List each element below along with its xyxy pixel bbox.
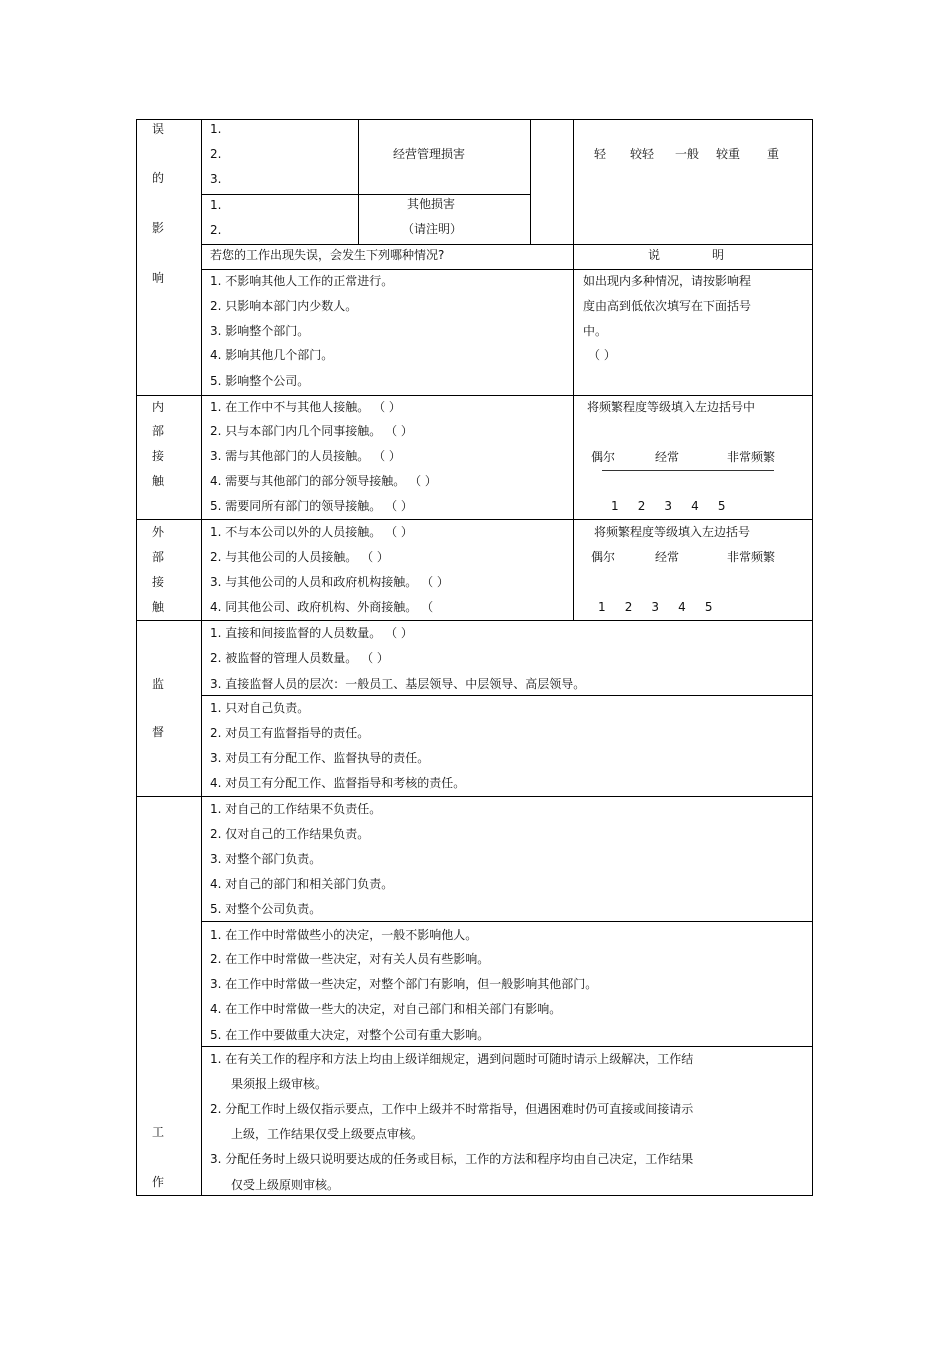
divider	[530, 119, 531, 245]
section-divider	[136, 519, 813, 520]
mgmt-damage-label: 经营管理损害	[393, 147, 466, 161]
contact-item: 3. 需与其他部门的人员接触。 （ ）	[210, 449, 401, 463]
responsibility-item: 3. 对员工有分配工作、监督执导的责任。	[210, 751, 430, 765]
explain-header: 说	[648, 248, 661, 262]
result-item: 2. 仅对自己的工作结果负责。	[210, 827, 370, 841]
contact-item: 4. 需要与其他部门的部分领导接触。 （ ）	[210, 474, 437, 488]
severity-level: 一般	[675, 147, 700, 161]
responsibility-item: 1. 只对自己负责。	[210, 701, 310, 715]
other-damage-label: 其他损害	[407, 197, 456, 211]
supervision-item: 1. 直接和间接监督的人员数量。 （ ）	[210, 626, 413, 640]
supervision-item: 2. 被监督的管理人员数量。 （ ）	[210, 651, 389, 665]
decision-item: 1. 在工作中时常做些小的决定，一般不影响他人。	[210, 928, 478, 942]
scale-mid: 经常	[655, 450, 680, 464]
autonomy-item: 1. 在有关工作的程序和方法上均由上级详细规定，遇到问题时可随时请示上级解决，工作结	[210, 1052, 694, 1066]
scale-numbers: 1 2 3 4 5	[598, 600, 713, 614]
side-label-char: 督	[152, 725, 165, 739]
question-text: 若您的工作出现失误，会发生下列哪种情况?	[210, 248, 445, 262]
section-divider	[136, 395, 813, 396]
divider	[573, 519, 574, 621]
side-label-char: 内	[152, 400, 165, 414]
scale-line	[602, 470, 774, 471]
decision-item: 2. 在工作中时常做一些决定，对有关人员有些影响。	[210, 952, 490, 966]
result-item: 4. 对自己的部门和相关部门负责。	[210, 877, 394, 891]
scale-high: 非常频繁	[727, 550, 776, 564]
border-top	[136, 119, 813, 120]
contact-item: 1. 不与本公司以外的人员接触。 （ ）	[210, 525, 413, 539]
side-label-char: 触	[152, 474, 165, 488]
severity-level: 重	[767, 147, 780, 161]
severity-level: 较重	[716, 147, 741, 161]
side-label-char: 部	[152, 424, 165, 438]
note-line: 度由高到低依次填写在下面括号	[583, 299, 752, 313]
responsibility-item: 2. 对员工有监督指导的责任。	[210, 726, 370, 740]
autonomy-item: 2. 分配工作时上级仅指示要点，工作中上级并不时常指导，但遇困难时仍可直接或间接请示	[210, 1102, 694, 1116]
result-item: 1. 对自己的工作结果不负责任。	[210, 802, 382, 816]
divider	[201, 244, 813, 245]
frequency-note: 将频繁程度等级填入左边括号	[594, 525, 751, 539]
divider	[201, 1046, 813, 1047]
side-label-char: 影	[152, 221, 165, 235]
contact-item: 2. 与其他公司的人员接触。 （ ）	[210, 550, 389, 564]
mgmt-item: 2.	[210, 147, 222, 161]
border-left	[136, 119, 137, 1196]
section-divider	[136, 620, 813, 621]
note-line: 中。	[583, 324, 608, 338]
contact-item: 5. 需要同所有部门的领导接触。 （ ）	[210, 499, 413, 513]
decision-item: 5. 在工作中要做重大决定，对整个公司有重大影响。	[210, 1028, 490, 1042]
option-item: 1. 不影响其他人工作的正常进行。	[210, 274, 394, 288]
side-label-char: 部	[152, 550, 165, 564]
decision-item: 3. 在工作中时常做一些决定，对整个部门有影响，但一般影响其他部门。	[210, 977, 598, 991]
side-label-char: 外	[152, 525, 165, 539]
option-item: 2. 只影响本部门内少数人。	[210, 299, 358, 313]
note-line: 如出现内多种情况，请按影响程	[583, 274, 752, 288]
divider	[573, 395, 574, 520]
autonomy-item-cont: 仅受上级原则审核。	[231, 1178, 340, 1192]
other-item: 2.	[210, 223, 222, 237]
divider	[358, 119, 359, 245]
side-label-char: 作	[152, 1175, 165, 1189]
scale-high: 非常频繁	[727, 450, 776, 464]
scale-mid: 经常	[655, 550, 680, 564]
option-item: 4. 影响其他几个部门。	[210, 348, 334, 362]
col-divider	[201, 119, 202, 1196]
section-divider	[136, 796, 813, 797]
supervision-item: 3. 直接监督人员的层次：一般员工、基层领导、中层领导、高层领导。	[210, 677, 586, 691]
side-label-char: 监	[152, 677, 165, 691]
side-label-char: 接	[152, 575, 165, 589]
side-label-char: 误	[152, 122, 165, 136]
contact-item: 4. 同其他公司、政府机构、外商接触。 （	[210, 600, 434, 614]
result-item: 5. 对整个公司负责。	[210, 902, 322, 916]
autonomy-item-cont: 果须报上级审核。	[231, 1077, 328, 1091]
side-label-char: 接	[152, 449, 165, 463]
mgmt-item: 3.	[210, 172, 222, 186]
autonomy-item-cont: 上级，工作结果仅受上级要点审核。	[231, 1127, 424, 1141]
contact-item: 3. 与其他公司的人员和政府机构接触。 （ ）	[210, 575, 449, 589]
option-item: 3. 影响整个部门。	[210, 324, 310, 338]
contact-item: 2. 只与本部门内几个同事接触。 （ ）	[210, 424, 413, 438]
mgmt-item: 1.	[210, 122, 222, 136]
severity-level: 较轻	[630, 147, 655, 161]
border-right	[812, 119, 813, 1196]
responsibility-item: 4. 对员工有分配工作、监督指导和考核的责任。	[210, 776, 466, 790]
other-item: 1.	[210, 198, 222, 212]
explain-header: 明	[712, 248, 725, 262]
scale-numbers: 1 2 3 4 5	[611, 499, 726, 513]
side-label-char: 触	[152, 600, 165, 614]
side-label-char: 的	[152, 171, 165, 185]
divider	[201, 921, 813, 922]
side-label-char: 工	[152, 1125, 165, 1139]
side-label-char: 响	[152, 271, 165, 285]
note-line: （ ）	[588, 348, 616, 362]
option-item: 5. 影响整个公司。	[210, 374, 310, 388]
divider	[201, 194, 531, 195]
autonomy-item: 3. 分配任务时上级只说明要达成的任务或目标，工作的方法和程序均由自己决定，工作结果	[210, 1152, 694, 1166]
result-item: 3. 对整个部门负责。	[210, 852, 322, 866]
divider	[573, 119, 574, 396]
scale-low: 偶尔	[591, 450, 616, 464]
border-bottom	[136, 1195, 813, 1196]
scale-low: 偶尔	[591, 550, 616, 564]
other-damage-note: （请注明）	[402, 222, 463, 236]
frequency-note: 将频繁程度等级填入左边括号中	[587, 400, 756, 414]
severity-level: 轻	[594, 147, 607, 161]
decision-item: 4. 在工作中时常做一些大的决定，对自己部门和相关部门有影响。	[210, 1002, 562, 1016]
contact-item: 1. 在工作中不与其他人接触。 （ ）	[210, 400, 401, 414]
divider	[201, 269, 813, 270]
divider	[201, 695, 813, 696]
